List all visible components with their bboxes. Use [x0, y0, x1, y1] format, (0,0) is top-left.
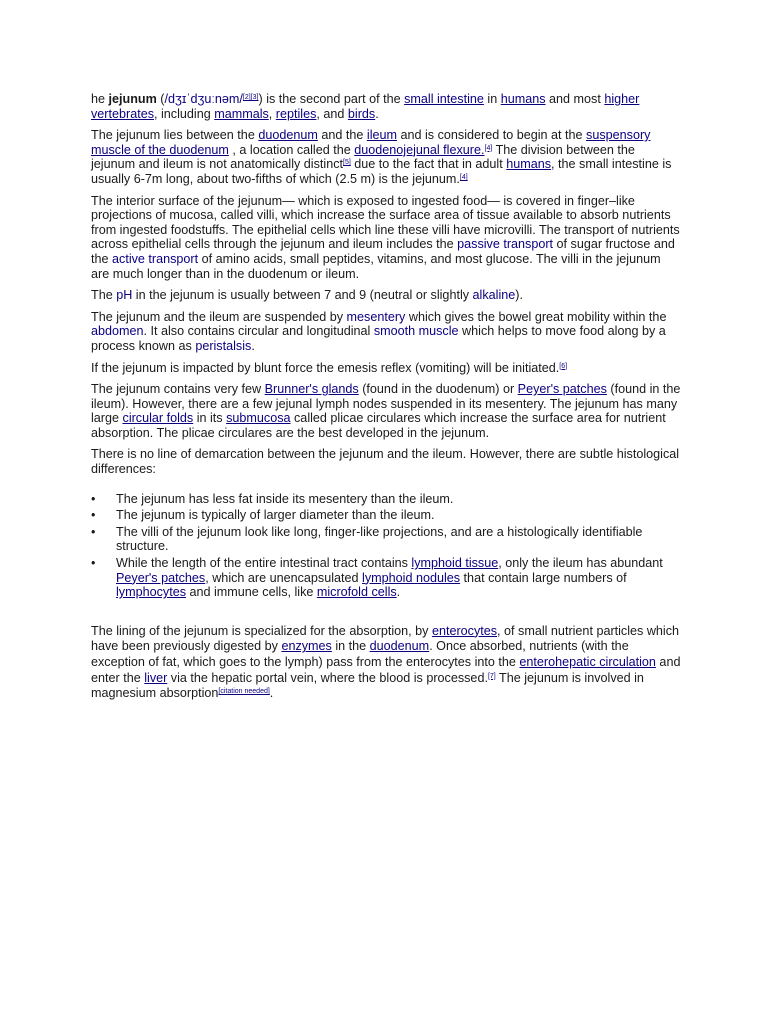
link-peyer-s-patches[interactable]: Peyer's patches	[116, 570, 206, 585]
text-run: The division between the jejunum and ileum is not anatomically distinct	[91, 142, 635, 172]
text-run: .	[269, 686, 274, 701]
link-liver[interactable]: liver	[144, 670, 168, 685]
list-item	[91, 556, 681, 600]
text-run: The jejunum is involved in magnesium absorption	[91, 670, 644, 701]
text-run: in the	[331, 639, 370, 654]
link-active-transport[interactable]: active transport	[112, 251, 199, 266]
citation-ref[interactable]: [2][3]	[242, 94, 259, 101]
text-run: The jejunum contains very few	[91, 382, 265, 397]
text-run: which gives the bowel great mobility within the	[405, 309, 667, 324]
paragraph-p5	[91, 310, 681, 354]
citation-ref[interactable]: [6]	[559, 362, 568, 370]
link-enzymes[interactable]: enzymes	[281, 639, 332, 654]
text-run: and the	[317, 128, 367, 143]
text-run: The jejunum is typically of larger diameter than the ileum.	[116, 508, 435, 523]
paragraph-p4	[91, 288, 681, 303]
link-suspensory-muscle-of-the-duodenum[interactable]: suspensory muscle of the duodenum	[91, 128, 651, 157]
text-run: and is considered to begin at the	[397, 128, 587, 143]
text-run: ,	[268, 106, 276, 121]
text-run: The villi of the jejunum look like long, finger-like projections, and are a histologically identifiable structure.	[116, 524, 643, 554]
paragraph-p2	[91, 128, 681, 186]
link-lymphoid-tissue[interactable]: lymphoid tissue	[411, 556, 499, 571]
text-run: in its	[193, 411, 227, 426]
link-ph[interactable]: pH	[116, 288, 133, 303]
link-peristalsis[interactable]: peristalsis	[195, 338, 252, 353]
text-run: (	[156, 92, 165, 106]
link-small-intestine[interactable]: small intestine	[404, 92, 484, 106]
text-run: (found in the duodenum) or	[358, 382, 518, 397]
text-run: called plicae circulares which increase the surface area for nutrient absorption. The plicae circulares are the best developed in the jejunum.	[91, 411, 666, 440]
link-abdomen[interactable]: abdomen	[91, 324, 144, 339]
text-run: , and	[316, 106, 348, 121]
term-jejunum: jejunum	[108, 92, 157, 106]
text-run: that contain large numbers of	[460, 570, 627, 585]
text-run: , including	[154, 106, 215, 121]
text-run: . It also contains circular and longitudinal	[143, 324, 374, 339]
text-run: and immune cells, like	[186, 585, 317, 600]
text-run: The interior surface of the jejunum— which is exposed to ingested food— is covered in finger–like projections of mucosa, called villi, which increase the surface area of tissue available to absorb nutrients from ingested foodstuffs. The epithelial cells which line these villi have microvilli. The transport of nutrients across epithelial cells through the jejunum and ileum includes the	[91, 193, 680, 252]
text-run: , which are unencapsulated	[205, 570, 363, 585]
article-body	[91, 92, 681, 702]
text-run: and most	[545, 92, 605, 106]
link-smooth-muscle[interactable]: smooth muscle	[373, 324, 459, 339]
link-submucosa[interactable]: submucosa	[226, 411, 291, 426]
link-d-d-u-n-m[interactable]: /dʒɪˈdʒuːnəm/	[164, 92, 243, 106]
link-alkaline[interactable]: alkaline	[472, 288, 516, 303]
link-higher-vertebrates[interactable]: higher vertebrates	[91, 92, 640, 121]
text-run: , the small intestine is usually 6-7m long, about two-fifths of which (2.5 m) is the jejunum.	[91, 157, 672, 186]
text-run: The lining of the jejunum is specialized for the absorption, by	[91, 623, 432, 638]
link-birds[interactable]: birds	[347, 106, 376, 121]
link-humans[interactable]: humans	[500, 92, 546, 106]
link-passive-transport[interactable]: passive transport	[457, 237, 554, 252]
paragraph-list-intro	[91, 447, 681, 476]
text-run: (found in the ileum). However, there are a few jejunal lymph nodes suspended in its mesentery. The jejunum has many large	[91, 382, 681, 426]
link-enterocytes[interactable]: enterocytes	[431, 623, 498, 638]
text-run: The jejunum and the ileum are suspended by	[91, 309, 347, 324]
text-run: ) is the second part of the	[258, 92, 405, 106]
paragraph-p1	[91, 92, 681, 121]
citation-ref[interactable]: [4]	[459, 173, 468, 181]
citation-ref[interactable]: [4]	[484, 144, 493, 152]
link-humans[interactable]: humans	[506, 157, 552, 172]
intro-paragraphs	[91, 92, 681, 477]
text-run: The jejunum lies between the	[91, 128, 259, 143]
link-brunner-s-glands[interactable]: Brunner's glands	[264, 382, 359, 397]
text-run: in the jejunum is usually between 7 and 9 (neutral or slightly	[132, 288, 473, 303]
lining-paragraph	[91, 624, 681, 702]
link-lymphoid-nodules[interactable]: lymphoid nodules	[362, 570, 461, 585]
text-run: If the jejunum is impacted by blunt force the emesis reflex (vomiting) will be initiated.	[91, 360, 560, 375]
text-run: While the length of the entire intestinal tract contains	[116, 556, 412, 571]
text-run: in	[483, 92, 501, 106]
text-run: The	[91, 288, 117, 303]
link-enterohepatic-circulation[interactable]: enterohepatic circulation	[519, 655, 656, 669]
text-run: .	[375, 106, 379, 121]
paragraph-p7	[91, 382, 681, 440]
text-run: he	[91, 92, 109, 106]
text-run: .	[396, 585, 401, 600]
text-run: which helps to move food along by a process known as	[91, 324, 666, 353]
list-item	[91, 508, 681, 523]
text-run: .	[251, 338, 255, 353]
citation-ref[interactable]: [5]	[343, 159, 351, 167]
citation-ref[interactable]: [citation needed]	[218, 688, 270, 696]
text-run: , of small nutrient particles which have been previously digested by	[91, 623, 680, 654]
link-microfold-cells[interactable]: microfold cells	[316, 585, 397, 600]
histology-differences-list	[91, 492, 681, 600]
text-run: . Once absorbed, nutrients (with the exception of fat, which goes to the lymph) pass from the enterocytes into the	[91, 639, 629, 669]
link-peyer-s-patches[interactable]: Peyer's patches	[517, 382, 607, 397]
link-mammals[interactable]: mammals	[214, 106, 269, 121]
link-duodenum[interactable]: duodenum	[258, 128, 318, 143]
link-duodenum[interactable]: duodenum	[369, 639, 430, 654]
link-reptiles[interactable]: reptiles	[275, 106, 317, 121]
text-run: , only the ileum has abundant	[498, 556, 663, 571]
paragraph-p6	[91, 361, 681, 376]
text-run: and enter the	[91, 655, 681, 685]
text-run: There is no line of demarcation between the jejunum and the ileum. However, there are subtle histological differences:	[91, 447, 680, 477]
text-run: of amino acids, small peptides, vitamins, and most glucose. The villi in the jejunum are much longer than in the duodenum or ileum.	[91, 251, 661, 281]
text-run: of sugar fructose and the	[91, 237, 675, 266]
paragraph-p3	[91, 194, 681, 282]
link-ileum[interactable]: ileum	[366, 128, 397, 143]
text-run: due to the fact that in adult	[350, 157, 507, 172]
link-duodenojejunal-flexure[interactable]: duodenojejunal flexure.	[354, 142, 485, 157]
list-item	[91, 492, 681, 507]
citation-ref[interactable]: [7]	[487, 672, 496, 680]
text-run: The jejunum has less fat inside its mesentery than the ileum.	[116, 491, 454, 506]
list-item	[91, 525, 681, 554]
text-run: ).	[515, 288, 523, 303]
text-run: via the hepatic portal vein, where the blood is processed.	[167, 670, 488, 685]
link-lymphocytes[interactable]: lymphocytes	[116, 585, 186, 600]
link-circular-folds[interactable]: circular folds	[122, 411, 194, 426]
link-mesentery[interactable]: mesentery	[346, 309, 406, 324]
text-run: , a location called the	[228, 142, 355, 157]
